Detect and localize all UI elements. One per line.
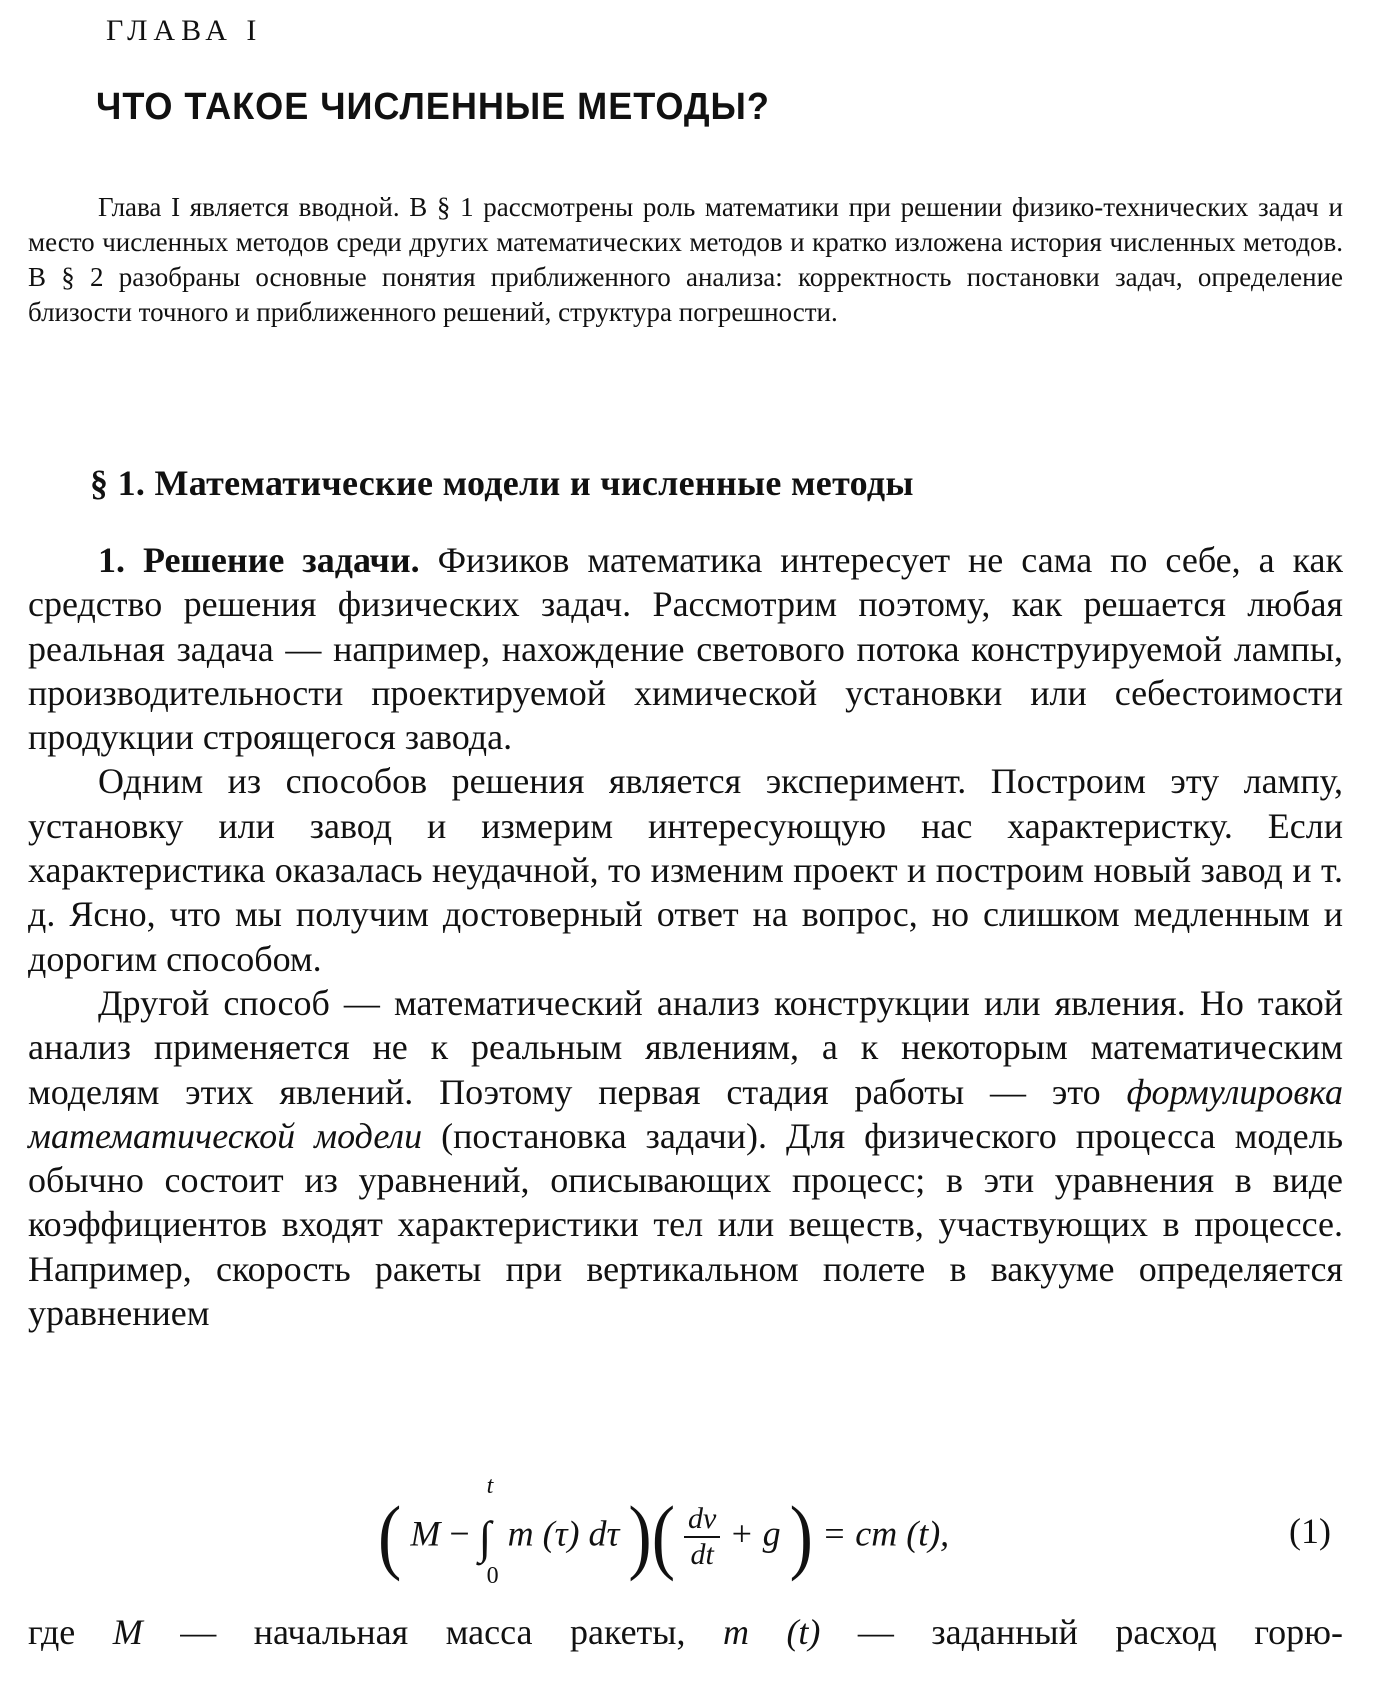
last-line-text-a: где xyxy=(28,1612,113,1652)
paragraph-2: Одним из способов решения является эксперимент. Построим эту лампу, установку или завод и измерим интересующую нас характеристку. Если характеристика оказалась неудачной, то изменим проект и построим новый завод и т. д. Ясно, что мы получим достоверный ответ на вопрос, но слишком медленным и дорогим способом. xyxy=(28,761,1343,979)
body-text xyxy=(28,538,1343,1335)
left-paren-2: ( xyxy=(651,1490,675,1583)
chapter-abstract: Глава I является вводной. В § 1 рассмотрены роль математики при решении физико-технических задач и место численных методов среди других математических методов и кратко изложена история численных методов. В § 2 разобраны основные понятия приближенного анализа: корректность постановки задач, определение близости точного и приближенного решений, структура погрешности. xyxy=(28,192,1343,327)
paragraph-4-start xyxy=(28,1610,1343,1654)
right-paren: ) xyxy=(628,1490,652,1583)
integral-lower-limit: 0 xyxy=(486,1562,499,1589)
var-M: M xyxy=(410,1513,441,1554)
fraction-denominator: dt xyxy=(690,1538,714,1571)
paragraph-3 xyxy=(28,981,1343,1335)
derivative-fraction xyxy=(684,1502,720,1572)
paragraph-3-text-b: (постановка задачи). Для физического процесса модель обычно состоит из уравнений, описывающих процесс; в эти уравнения в виде коэффициентов входят характеристики тел или веществ, участвующих в процессе. Например, скорость ракеты при вертикальном полете в вакууме определяется уравнением xyxy=(28,1115,1343,1334)
var-mt-inline: m (t) xyxy=(722,1612,821,1652)
paragraph-3-text-a: Другой способ — математический анализ конструкции или явления. Но такой анализ применяется не к реальным явлениям, а к некоторым математическим моделям этих явлений. Поэтому первая стадия работы — это xyxy=(28,982,1343,1112)
paragraph-1 xyxy=(28,538,1343,759)
subsection-title: 1. Решение задачи. xyxy=(98,540,420,580)
right-paren-2: ) xyxy=(789,1490,813,1583)
integral-upper-limit: t xyxy=(486,1472,494,1499)
left-paren: ( xyxy=(378,1490,402,1583)
integral-sign: ∫ t 0 xyxy=(478,1472,499,1589)
equation-rhs: = cm (t), xyxy=(821,1513,950,1554)
chapter-title: ЧТО ТАКОЕ ЧИСЛЕННЫЕ МЕТОДЫ? xyxy=(96,86,770,128)
minus-sign: − xyxy=(449,1513,470,1554)
last-line-text-c: — заданный расход горю- xyxy=(820,1612,1343,1652)
chapter-label: ГЛАВА I xyxy=(106,14,263,47)
var-M-inline: M xyxy=(112,1612,143,1652)
equation-number: (1) xyxy=(1289,1511,1331,1551)
equation-1 xyxy=(28,1472,1343,1590)
paragraph-1-text: Физиков математика интересует не сама по себе, а как средство решения физических задач. Рассмотрим поэтому, как решается любая реальная задача — например, нахождение светового потока конструируемой лампы, производительности проектируемой химической установки или себестоимости продукции строящегося завода. xyxy=(28,540,1344,758)
integrand: m (τ) dτ xyxy=(507,1513,620,1554)
emphasized-term: формулировка математической модели xyxy=(28,1071,1343,1156)
plus-g: + g xyxy=(729,1513,781,1554)
last-line-text-b: — начальная масса ракеты, xyxy=(142,1612,723,1652)
fraction-numerator: dv xyxy=(684,1502,720,1538)
section-heading: § 1. Математические модели и численные методы xyxy=(90,463,914,503)
equation-expression xyxy=(378,1472,950,1589)
